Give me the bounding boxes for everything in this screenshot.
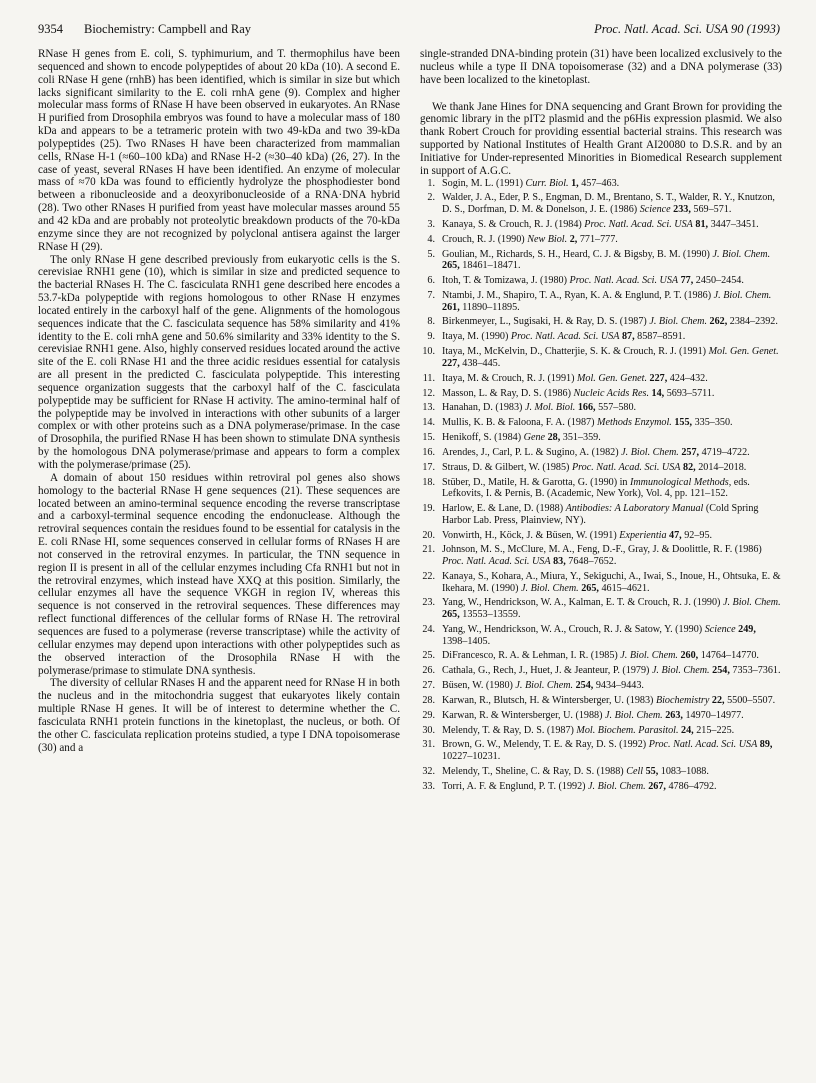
reference-volume: 82, xyxy=(683,461,696,473)
reference-number: 28. xyxy=(422,694,435,706)
reference-journal: Proc. Natl. Acad. Sci. USA xyxy=(510,331,620,343)
reference-journal: Immunological Methods, xyxy=(630,476,732,488)
reference-item xyxy=(420,725,782,737)
reference-volume: 227, xyxy=(442,357,460,369)
reference-item xyxy=(420,503,782,526)
reference-volume: 2, xyxy=(569,233,578,245)
reference-item xyxy=(420,402,782,414)
reference-volume: 262, xyxy=(709,316,728,328)
reference-authors: Kanaya, S. & Crouch, R. J. (1984) xyxy=(442,218,582,230)
reference-item xyxy=(420,544,782,567)
reference-item xyxy=(420,417,782,429)
acknowledgment: We thank Jane Hines for DNA sequencing and Grant Brown for providing the genomic library in the pIT2 plasmid and the p6His expression plasmid. We also thank Robert Crouch for providing essential bacterial strains. This research was supported by National Institutes of Health Grant AI20080 to D.S.R. and by an Initiative for Under-represented Minorities in Biomedical Research supplement in support of A.G.C. xyxy=(420,100,782,177)
reference-volume: 89, xyxy=(759,739,773,751)
reference-number: 17. xyxy=(422,461,435,473)
reference-pages: 1398–1405. xyxy=(442,635,491,647)
reference-pages: 8587–8591. xyxy=(637,331,686,343)
reference-pages: 335–350. xyxy=(694,417,733,429)
reference-volume: 260, xyxy=(680,650,699,662)
reference-item xyxy=(420,766,782,778)
reference-volume: 83, xyxy=(553,556,566,568)
reference-item xyxy=(420,710,782,722)
reference-pages: 92–95. xyxy=(684,529,713,541)
reference-item xyxy=(420,234,782,246)
reference-authors: DiFrancesco, R. A. & Lehman, I. R. (1985) xyxy=(442,650,618,662)
reference-item xyxy=(420,650,782,662)
reference-item xyxy=(420,331,782,343)
body-paragraph: The diversity of cellular RNases H and the apparent need for RNase H in both the nucleus and in the mitochondria suggest that eukaryotes likely contain multiple RNase H genes. It will be of interest to determine whether the C. fasciculata RNH1 protein functions in the kinetoplast, the nucleus, or both. Of the other C. fasciculata replication proteins studied, a type I DNA topoisomerase (30) and a xyxy=(38,677,400,754)
reference-item xyxy=(420,219,782,231)
reference-volume: 24, xyxy=(681,724,694,736)
reference-pages: 457–463. xyxy=(581,177,620,189)
reference-authors: Masson, L. & Ray, D. S. (1986) xyxy=(442,387,571,399)
reference-journal: Methods Enzymol. xyxy=(597,417,672,429)
reference-pages: 438–445. xyxy=(462,357,501,369)
reference-authors: Johnson, M. S., McClure, M. A., Feng, D.-F., Gray, J. & Doolittle, R. F. (1986) xyxy=(442,544,762,556)
reference-pages: 11890–11895. xyxy=(462,301,520,313)
reference-item xyxy=(420,462,782,474)
reference-journal: Science xyxy=(704,623,736,635)
reference-journal: Gene xyxy=(523,432,546,444)
reference-item xyxy=(420,597,782,620)
reference-authors: Crouch, R. J. (1990) xyxy=(442,233,525,245)
reference-volume: 265, xyxy=(442,260,460,272)
reference-volume: 227, xyxy=(649,372,668,384)
reference-pages: 351–359. xyxy=(562,432,601,444)
reference-journal: J. Biol. Chem. xyxy=(515,680,574,692)
reference-authors: Mullis, K. B. & Faloona, F. A. (1987) xyxy=(442,417,595,429)
reference-item xyxy=(420,316,782,328)
reference-number: 7. xyxy=(427,289,435,301)
reference-number: 10. xyxy=(422,346,435,358)
reference-journal: J. Biol. Chem. xyxy=(521,582,579,594)
reference-pages: 18461–18471. xyxy=(462,260,521,272)
reference-journal: J. Biol. Chem. xyxy=(588,780,646,792)
reference-number: 29. xyxy=(422,709,435,721)
reference-pages: 1083–1088. xyxy=(660,765,709,777)
reference-journal: J. Biol. Chem. xyxy=(649,316,707,328)
reference-volume: 257, xyxy=(681,446,700,458)
reference-number: 1. xyxy=(427,177,435,189)
reference-journal: Mol. Gen. Genet. xyxy=(576,372,647,384)
reference-journal: J. Biol. Chem. xyxy=(713,289,772,301)
body-paragraph: The only RNase H gene described previously from eukaryotic cells is the S. cerevisiae RNH1 gene (10), which is similar in size and predicted sequence to the bacterial RNases H. The C. fasciculata RNH1 gene described here encodes a 53.7-kDa polypeptide with regions homologous to other RNase H enzymes located entirely in the carboxyl half of the gene. Alignments of the homologous sequences indicate that the C. fasciculata sequence has 58% similarity and 41% identity to the E. coli rnhA gene and 50.6% similarity and 33% identity to the S. cerevisiae RNH1 gene. Also, highly conserved residues located around the active site of the E. coli RNase H1 and the three acidic residues essential for catalysis are all present in the predicted C. fasciculata polypeptide. This interesting sequence organization suggests that the carboxyl half of the C. fasciculata polypeptide may be sufficient for RNase H activity. The amino-terminal half of the polypeptide may be involved in interactions with other subunits of a larger complex or with other proteins such as a DNA polymerase/primase. In the case of Drosophila, the purified RNase H has been shown to stimulate DNA synthesis by the homologous DNA polymerase/primase and appears to form a complex with the polymerase/primase (25). xyxy=(38,253,400,471)
reference-number: 21. xyxy=(422,544,435,556)
reference-authors: Büsen, W. (1980) xyxy=(442,680,513,692)
reference-pages: 4615–4621. xyxy=(601,582,650,594)
reference-number: 15. xyxy=(422,432,435,444)
reference-pages: 569–571. xyxy=(693,204,732,216)
reference-number: 19. xyxy=(422,503,435,515)
reference-journal: Mol. Biochem. Parasitol. xyxy=(576,724,679,736)
reference-number: 20. xyxy=(422,529,435,541)
reference-authors: Arendes, J., Carl, P. L. & Sugino, A. (1982) xyxy=(442,446,619,458)
reference-volume: 14, xyxy=(651,387,665,399)
reference-number: 14. xyxy=(422,417,435,429)
reference-number: 26. xyxy=(422,665,435,677)
reference-authors: Melendy, T. & Ray, D. S. (1987) xyxy=(442,724,574,736)
reference-authors: Henikoff, S. (1984) xyxy=(442,432,522,444)
reference-number: 4. xyxy=(427,233,435,245)
reference-pages: 4786–4792. xyxy=(668,780,717,792)
reference-authors: Hanahan, D. (1983) xyxy=(442,402,523,414)
reference-item xyxy=(420,680,782,692)
reference-number: 23. xyxy=(422,597,435,609)
reference-number: 31. xyxy=(422,739,435,751)
reference-item xyxy=(420,346,782,369)
reference-volume: 77, xyxy=(680,275,694,287)
reference-pages: 14970–14977. xyxy=(685,709,744,721)
reference-volume: 267, xyxy=(648,780,666,792)
reference-number: 11. xyxy=(422,372,435,384)
reference-authors: Itoh, T. & Tomizawa, J. (1980) xyxy=(442,275,567,287)
reference-authors: Itaya, M. & Crouch, R. J. (1991) xyxy=(442,372,575,384)
page-header xyxy=(38,22,780,42)
reference-item xyxy=(420,388,782,400)
reference-number: 13. xyxy=(422,402,435,414)
reference-authors: Sogin, M. L. (1991) xyxy=(442,177,523,189)
reference-journal: J. Biol. Chem. xyxy=(712,248,771,260)
reference-number: 33. xyxy=(422,780,435,792)
reference-authors: Itaya, M. (1990) xyxy=(442,331,509,343)
reference-number: 24. xyxy=(422,623,435,635)
reference-authors: Goulian, M., Richards, S. H., Heard, C. J. & Bigsby, B. M. (1990) xyxy=(442,248,710,260)
reference-journal: Science xyxy=(639,204,671,216)
reference-authors: Kanaya, S., Kohara, A., Miura, Y., Sekiguchi, A., Iwai, S., Inoue, H., Ohtsuka, E. & Ikehara, M. (1990) xyxy=(442,570,781,594)
reference-item xyxy=(420,530,782,542)
reference-volume: 28, xyxy=(547,432,561,444)
reference-journal: Nucleic Acids Res. xyxy=(573,387,649,399)
reference-journal: J. Biol. Chem. xyxy=(620,650,678,662)
reference-volume: 249, xyxy=(738,623,756,635)
reference-pages: 3447–3451. xyxy=(710,218,759,230)
reference-number: 9. xyxy=(427,331,435,343)
left-column xyxy=(38,48,400,754)
reference-journal: J. Mol. Biol. xyxy=(524,402,576,414)
reference-volume: 1, xyxy=(571,177,579,189)
body-paragraph: RNase H genes from E. coli, S. typhimurium, and T. thermophilus have been sequenced and shown to encode polypeptides of about 20 kDa (10). A second E. coli RNase H gene (rnhB) has been identified, which is similar in size but which lacks significant similarity to the E. coli rnhA gene (9). Complex and higher molecular mass forms of RNase H have been observed in eukaryotes. An RNase H purified from Drosophila embryos was found to have a molecular mass of 180 kDa and appears to be a tetrameric protein with two 49-kDa and two 39-kDa polypeptides (25). Two RNases H have been characterized from mammalian cells, RNase H-1 (≈60–100 kDa) and RNase H-2 (≈30–40 kDa) (26, 27). In the case of yeast, several RNases H have been identified. An enzyme of molecular mass of ≈70 kDa was found to efficiently hydrolyze the phosphodiester bond between a ribonucleoside and a deoxyribonucleoside of a RNA·DNA hybrid (28). Two other RNases H purified from yeast have molecular masses around 55 and 42 kDa and are probably not proteolytic breakdown products of the 70-kDa enzyme since they are not recognized by polyclonal antisera against the larger RNase H (29). xyxy=(38,48,400,253)
reference-journal: Cell xyxy=(626,765,644,777)
reference-authors: Stüber, D., Matile, H. & Garotta, G. (1990) in xyxy=(442,476,628,488)
reference-journal: J. Biol. Chem. xyxy=(605,709,663,721)
reference-pages: eds. Lefkovits, I. & Pernis, B. (Academic, New York), Vol. 4, pp. 121–152. xyxy=(442,476,750,500)
reference-journal: Proc. Natl. Acad. Sci. USA xyxy=(648,739,758,751)
reference-authors: Walder, J. A., Eder, P. S., Engman, D. M., Brentano, S. T., Walder, R. Y., Knutzon, D. S., Dorfman, D. M. & Donelson, J. E. (1986) xyxy=(442,192,775,216)
reference-journal: Mol. Gen. Genet. xyxy=(708,346,779,358)
reference-volume: 263, xyxy=(665,709,683,721)
reference-volume: 265, xyxy=(442,609,460,621)
reference-item xyxy=(420,695,782,707)
reference-pages: 7648–7652. xyxy=(568,556,617,568)
reference-pages: (Cold Spring Harbor Lab. Press, Plainview, NY). xyxy=(442,503,759,526)
reference-volume: 166, xyxy=(577,402,596,414)
reference-item xyxy=(420,665,782,677)
reference-authors: Birkenmeyer, L., Sugisaki, H. & Ray, D. S. (1987) xyxy=(442,316,647,328)
reference-item xyxy=(420,477,782,500)
reference-number: 5. xyxy=(427,248,435,260)
right-column xyxy=(420,48,782,796)
reference-volume: 254, xyxy=(575,680,594,692)
reference-number: 2. xyxy=(427,192,435,204)
reference-volume: 261, xyxy=(442,301,460,313)
reference-authors: Melendy, T., Sheline, C. & Ray, D. S. (1988) xyxy=(442,765,624,777)
reference-authors: Vonwirth, H., Köck, J. & Büsen, W. (1991) xyxy=(442,529,617,541)
reference-journal: Antibodies: A Laboratory Manual xyxy=(565,503,704,515)
reference-pages: 14764–14770. xyxy=(700,650,759,662)
reference-pages: 7353–7361. xyxy=(732,665,781,677)
reference-journal: Proc. Natl. Acad. Sci. USA xyxy=(584,218,693,230)
reference-volume: 81, xyxy=(695,218,709,230)
reference-pages: 5500–5507. xyxy=(727,694,776,706)
reference-journal: Proc. Natl. Acad. Sci. USA xyxy=(571,461,681,473)
reference-journal: Biochemistry xyxy=(655,694,710,706)
reference-pages: 424–432. xyxy=(669,372,708,384)
reference-item xyxy=(420,571,782,594)
body-paragraph: A domain of about 150 residues within retroviral pol genes also shows homology to the bacterial RNase H gene sequences (21). These sequences are located between an amino-terminal sequence encoding the reverse transcriptase and a carboxyl-terminal sequence encoding the endonuclease. Although the retroviral sequences contain the residues found to be essential for catalysis in the E. coli RNase HI, some sequences conserved in cellular forms of RNases H are not conserved in the retroviral enzymes. In particular, the TNN sequence in region II is present in all of the cellular enzymes including Cfa RNH1 but not in the retroviral enzymes, which instead have XXQ at this position. Similarly, the cellular enzymes all have the sequence VKGH in region IV, whereas this sequence is not conserved in the retroviral sequences. These differences may reflect functional differences of the cellular forms of RNase H. The retroviral sequences are fused to a polymerase (reverse transcriptase) while the activity of cellular enzymes may depend upon interactions with other polypeptides such as the observed interaction of the Drosophila RNase H with the polymerase/primase to stimulate DNA synthesis. xyxy=(38,471,400,677)
reference-number: 16. xyxy=(422,446,435,458)
reference-item xyxy=(420,447,782,459)
reference-volume: 47, xyxy=(669,529,682,541)
reference-journal: Experientia xyxy=(619,529,667,541)
reference-item xyxy=(420,290,782,313)
reference-number: 22. xyxy=(422,570,435,582)
reference-number: 18. xyxy=(422,476,435,488)
reference-pages: 771–777. xyxy=(579,233,618,245)
reference-item xyxy=(420,178,782,190)
reference-volume: 87, xyxy=(621,331,635,343)
reference-pages: 13553–13559. xyxy=(462,609,521,621)
continued-paragraph: single-stranded DNA-binding protein (31) have been localized exclusively to the nucleus while a type II DNA topoisomerase (32) and a DNA polymerase (33) have been localized to the kinetoplast. xyxy=(420,48,782,86)
reference-number: 30. xyxy=(422,724,435,736)
reference-item xyxy=(420,373,782,385)
reference-volume: 22, xyxy=(711,694,725,706)
reference-pages: 557–580. xyxy=(598,402,637,414)
reference-number: 25. xyxy=(422,650,435,662)
reference-authors: Karwan, R. & Wintersberger, U. (1988) xyxy=(442,709,603,721)
reference-authors: Yang, W., Hendrickson, W. A., Crouch, R. J. & Satow, Y. (1990) xyxy=(442,623,703,635)
reference-number: 8. xyxy=(427,316,435,328)
reference-item xyxy=(420,192,782,215)
reference-volume: 55, xyxy=(645,765,659,777)
reference-volume: 233, xyxy=(673,204,691,216)
reference-volume: 265, xyxy=(581,582,599,594)
reference-pages: 2014–2018. xyxy=(698,461,747,473)
reference-pages: 2450–2454. xyxy=(695,275,744,287)
reference-journal: Curr. Biol. xyxy=(525,177,569,189)
reference-pages: 5693–5711. xyxy=(666,387,715,399)
reference-number: 3. xyxy=(427,218,435,230)
reference-journal: Proc. Natl. Acad. Sci. USA xyxy=(569,275,679,287)
reference-number: 12. xyxy=(422,387,435,399)
reference-authors: Itaya, M., McKelvin, D., Chatterjie, S. K. & Crouch, R. J. (1991) xyxy=(442,346,707,358)
reference-pages: 9434–9443. xyxy=(595,680,644,692)
reference-list xyxy=(420,178,782,793)
reference-item xyxy=(420,249,782,272)
reference-authors: Torri, A. F. & Englund, P. T. (1992) xyxy=(442,780,586,792)
page-number: 9354 xyxy=(38,22,63,36)
reference-volume: 155, xyxy=(674,417,693,429)
reference-item xyxy=(420,432,782,444)
reference-number: 32. xyxy=(422,765,435,777)
reference-authors: Straus, D. & Gilbert, W. (1985) xyxy=(442,461,570,473)
reference-item xyxy=(420,739,782,762)
reference-item xyxy=(420,624,782,647)
reference-journal: J. Biol. Chem. xyxy=(621,446,679,458)
reference-authors: Harlow, E. & Lane, D. (1988) xyxy=(442,503,564,515)
reference-volume: 254, xyxy=(712,665,730,677)
reference-number: 27. xyxy=(422,680,435,692)
reference-item xyxy=(420,781,782,793)
running-title: Biochemistry: Campbell and Ray xyxy=(84,22,251,36)
journal-citation: Proc. Natl. Acad. Sci. USA 90 (1993) xyxy=(594,22,780,36)
reference-pages: 4719–4722. xyxy=(701,446,750,458)
reference-authors: Karwan, R., Blutsch, H. & Wintersberger, U. (1983) xyxy=(442,694,654,706)
reference-authors: Yang, W., Hendrickson, W. A., Kalman, E. T. & Crouch, R. J. (1990) xyxy=(442,597,721,609)
reference-authors: Cathala, G., Rech, J., Huet, J. & Jeanteur, P. (1979) xyxy=(442,665,650,677)
reference-journal: J. Biol. Chem. xyxy=(722,597,781,609)
reference-item xyxy=(420,275,782,287)
reference-journal: J. Biol. Chem. xyxy=(651,665,710,677)
reference-pages: 2384–2392. xyxy=(729,316,778,328)
reference-journal: New Biol. xyxy=(527,233,568,245)
reference-authors: Ntambi, J. M., Shapiro, T. A., Ryan, K. A. & Englund, P. T. (1986) xyxy=(442,289,712,301)
reference-pages: 215–225. xyxy=(696,724,735,736)
reference-pages: 10227–10231. xyxy=(442,751,501,763)
reference-number: 6. xyxy=(427,275,435,287)
reference-authors: Brown, G. W., Melendy, T. E. & Ray, D. S. (1992) xyxy=(442,739,647,751)
reference-journal: Proc. Natl. Acad. Sci. USA xyxy=(442,556,551,568)
